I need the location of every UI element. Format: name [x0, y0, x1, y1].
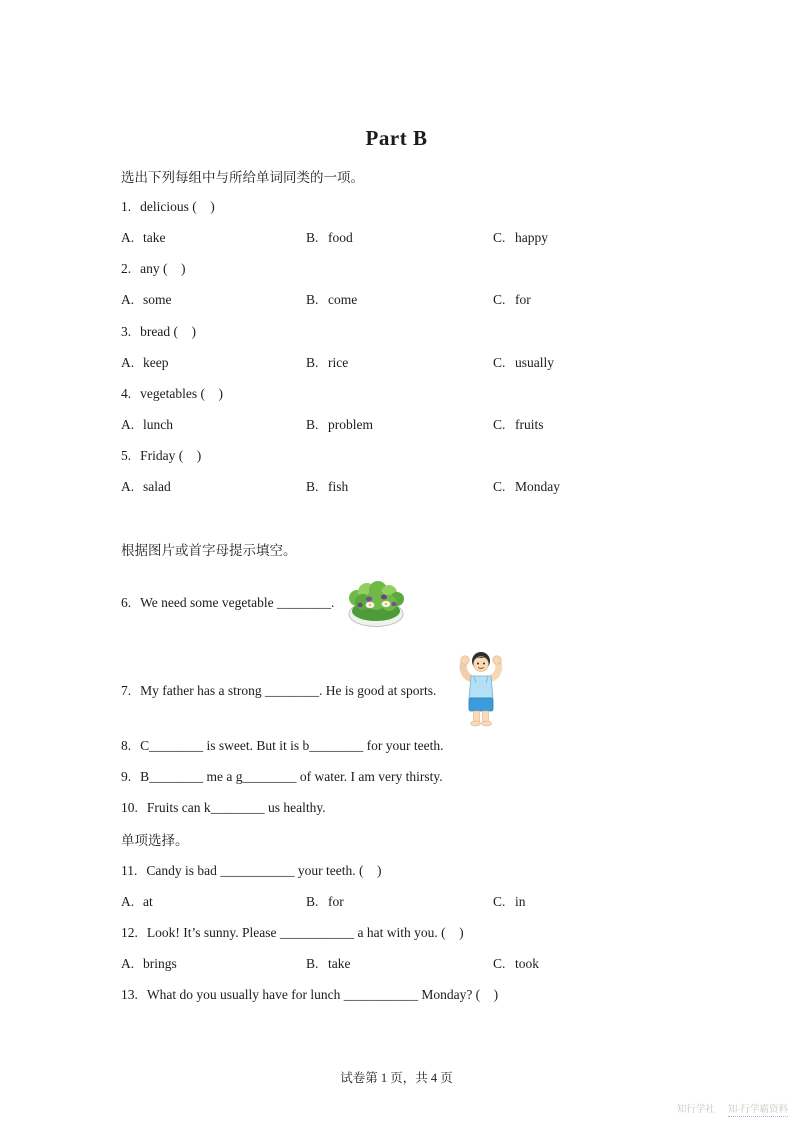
option-b — [306, 956, 493, 972]
question-10 — [121, 793, 673, 824]
option-text: happy — [515, 229, 548, 245]
option-c — [493, 894, 673, 910]
option-text: come — [328, 292, 358, 308]
question-1 — [121, 191, 673, 222]
option-c — [493, 355, 673, 371]
option-text: food — [328, 229, 353, 245]
question-stem: B________ me a g________ of water. I am very thirsty. — [140, 769, 443, 785]
question-stem: We need some vegetable ________. — [140, 595, 335, 611]
option-text: problem — [328, 417, 373, 433]
question-2-options — [121, 285, 673, 316]
exam-content — [121, 160, 673, 1011]
option-b — [306, 230, 493, 246]
option-label: C. — [493, 479, 506, 495]
option-c — [493, 230, 673, 246]
option-text: took — [515, 956, 540, 972]
option-label: A. — [121, 292, 135, 308]
question-stem: C________ is sweet. But it is b________ for your teeth. — [140, 737, 444, 753]
option-a — [121, 479, 306, 495]
page-title: Part B — [365, 126, 428, 150]
question-number: 2. — [121, 261, 132, 277]
section-instruction: 根据图片或首字母提示填空。 — [121, 542, 297, 558]
question-number: 10. — [121, 800, 138, 816]
page-footer: 试卷第 1 页，共 4 页 — [340, 1071, 453, 1085]
salad-bowl-icon — [343, 578, 409, 628]
option-text: at — [143, 893, 153, 909]
option-text: Monday — [515, 479, 560, 495]
question-9 — [121, 761, 673, 792]
option-label: B. — [306, 893, 319, 909]
option-label: C. — [493, 956, 506, 972]
option-label: A. — [121, 417, 135, 433]
question-stem: any ( ) — [140, 261, 186, 277]
question-5 — [121, 441, 673, 472]
option-text: keep — [143, 354, 169, 370]
option-label: B. — [306, 479, 319, 495]
option-label: C. — [493, 354, 506, 370]
option-text: fish — [328, 479, 349, 495]
option-label: A. — [121, 354, 135, 370]
question-number: 8. — [121, 737, 132, 753]
question-4-options — [121, 410, 673, 441]
question-12-options — [121, 949, 673, 980]
question-stem: What do you usually have for lunch ___________ Monday? ( ) — [146, 987, 499, 1003]
option-text: fruits — [515, 417, 544, 433]
option-c — [493, 479, 673, 495]
option-text: brings — [143, 956, 177, 972]
section-gap — [121, 503, 673, 533]
question-11-options — [121, 886, 673, 917]
option-text: for — [328, 893, 344, 909]
question-number: 5. — [121, 448, 132, 464]
question-number: 1. — [121, 198, 132, 214]
option-label: A. — [121, 229, 135, 245]
strong-man-icon — [456, 649, 506, 727]
option-c — [493, 292, 673, 308]
option-label: A. — [121, 893, 135, 909]
option-label: A. — [121, 956, 135, 972]
question-number: 9. — [121, 769, 132, 785]
option-text: rice — [328, 354, 349, 370]
question-6 — [121, 578, 673, 628]
option-text: in — [515, 893, 526, 909]
section-1-instruction-line — [121, 160, 673, 191]
question-11 — [121, 855, 673, 886]
question-number: 11. — [121, 862, 138, 878]
option-label: C. — [493, 417, 506, 433]
question-5-options — [121, 472, 673, 503]
question-stem: delicious ( ) — [140, 198, 215, 214]
option-label: A. — [121, 479, 135, 495]
option-text: take — [328, 956, 351, 972]
option-text: for — [515, 292, 531, 308]
question-number: 6. — [121, 595, 132, 611]
option-text: take — [143, 229, 166, 245]
question-stem: Candy is bad ___________ your teeth. ( ) — [146, 862, 382, 878]
watermark — [677, 1101, 788, 1117]
option-b — [306, 292, 493, 308]
question-7 — [121, 652, 673, 730]
watermark-item: 知行学社 — [676, 1104, 715, 1115]
question-2 — [121, 254, 673, 285]
option-label: C. — [493, 229, 506, 245]
option-label: B. — [306, 354, 319, 370]
question-stem: bread ( ) — [140, 323, 196, 339]
question-12 — [121, 917, 673, 948]
question-stem: Look! It’s sunny. Please ___________ a hat with you. ( ) — [146, 924, 464, 940]
option-label: B. — [306, 956, 319, 972]
option-b — [306, 894, 493, 910]
option-c — [493, 956, 673, 972]
option-label: B. — [306, 417, 319, 433]
question-number: 12. — [121, 924, 138, 940]
question-stem: Friday ( ) — [140, 448, 202, 464]
question-8 — [121, 730, 673, 761]
question-stem: My father has a strong ________. He is good at sports. — [140, 683, 437, 699]
option-text: lunch — [143, 417, 173, 433]
option-text: usually — [515, 354, 554, 370]
section-instruction: 选出下列每组中与所给单词同类的一项。 — [121, 169, 364, 185]
question-4 — [121, 378, 673, 409]
option-a — [121, 292, 306, 308]
watermark-item: 知·行学霸资料 — [728, 1101, 788, 1117]
option-a — [121, 355, 306, 371]
section-3-instruction-line — [121, 824, 673, 855]
option-text: salad — [143, 479, 171, 495]
question-number: 3. — [121, 323, 132, 339]
option-label: C. — [493, 292, 506, 308]
question-13 — [121, 980, 673, 1011]
question-stem: vegetables ( ) — [140, 385, 223, 401]
option-a — [121, 894, 306, 910]
option-a — [121, 230, 306, 246]
section-instruction: 单项选择。 — [121, 833, 189, 849]
option-b — [306, 479, 493, 495]
option-b — [306, 355, 493, 371]
question-stem: Fruits can k________ us healthy. — [146, 800, 326, 816]
option-a — [121, 956, 306, 972]
question-3-options — [121, 347, 673, 378]
option-text: some — [143, 292, 172, 308]
option-label: B. — [306, 229, 319, 245]
option-b — [306, 417, 493, 433]
option-a — [121, 417, 306, 433]
section-2-instruction-line — [121, 533, 673, 564]
option-c — [493, 417, 673, 433]
question-number: 4. — [121, 385, 132, 401]
question-1-options — [121, 222, 673, 253]
option-label: C. — [493, 893, 506, 909]
question-number: 7. — [121, 683, 132, 699]
option-label: B. — [306, 292, 319, 308]
question-3 — [121, 316, 673, 347]
question-number: 13. — [121, 987, 138, 1003]
